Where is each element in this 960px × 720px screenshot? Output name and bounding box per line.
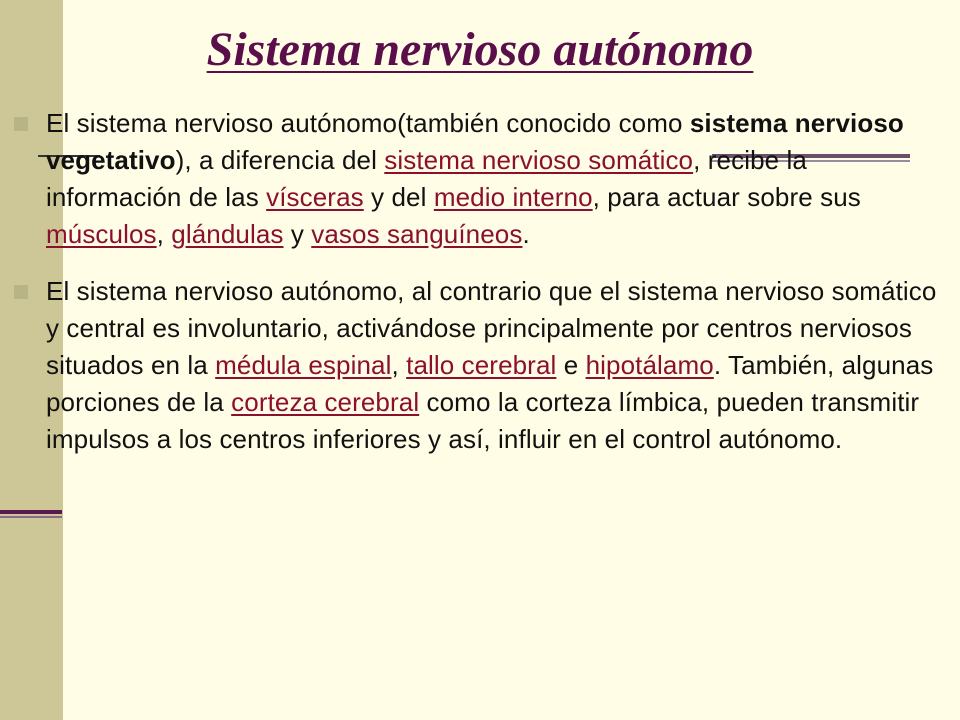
- link-medio-interno[interactable]: medio interno: [433, 182, 593, 212]
- bullet-square-icon: [14, 285, 28, 299]
- decorative-rule: [0, 510, 62, 514]
- paragraph-1: El sistema nervioso autónomo(también conocido como sistema nervioso vegetativo), a diferencia del sistema nervioso somático, recibe la información de las vísceras y del medio interno, para actuar sobre sus músculos, glándulas y vasos sanguíneos.: [46, 105, 946, 253]
- link-musculos[interactable]: músculos: [46, 219, 157, 249]
- link-hipotalamo[interactable]: hipotálamo: [585, 350, 714, 380]
- link-tallo-cerebral[interactable]: tallo cerebral: [406, 350, 557, 380]
- decorative-rule: [0, 516, 62, 518]
- slide-body: [46, 105, 946, 478]
- slide-title: Sistema nervioso autónomo: [206, 23, 754, 76]
- link-corteza-cerebral[interactable]: corteza cerebral: [231, 387, 420, 417]
- bold-term: sistema nervioso vegetativo: [46, 108, 904, 175]
- link-glandulas[interactable]: glándulas: [171, 219, 284, 249]
- link-sistema-nervioso-somatico[interactable]: sistema nervioso somático: [384, 145, 694, 175]
- link-vasos-sanguineos[interactable]: vasos sanguíneos: [311, 219, 523, 249]
- link-visceras[interactable]: vísceras: [266, 182, 364, 212]
- bullet-square-icon: [14, 117, 28, 131]
- paragraph-2: El sistema nervioso autónomo, al contrario que el sistema nervioso somático y central es involuntario, activándose principalmente por centros nerviosos situados en la médula espinal, tallo cerebral e hipotálamo. También, algunas porciones de la corteza cerebral como la corteza límbica, pueden transmitir impulsos a los centros inferiores y así, influir en el control autónomo.: [46, 273, 946, 458]
- link-medula-espinal[interactable]: médula espinal: [215, 350, 392, 380]
